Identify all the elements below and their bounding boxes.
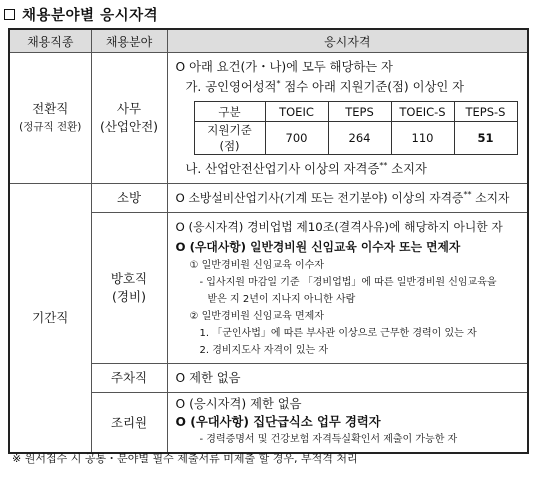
section-title — [4, 3, 158, 25]
score-value-cell: 110 — [391, 122, 454, 155]
job-type-fixed-term — [9, 184, 91, 454]
score-header-cell: TOEIC-S — [391, 102, 454, 122]
job-type-sub-label: (정규직 전환) — [19, 121, 82, 133]
req-intro: O 아래 요건(가・나)에 모두 해당하는 자 — [175, 60, 393, 74]
field-parking — [91, 364, 167, 393]
req-fire-text-tail: 소지자 — [471, 191, 510, 205]
qualification-table — [8, 28, 529, 454]
score-value-cell: 지원기준(점) — [194, 122, 265, 155]
field-sub-label: (경비) — [112, 289, 146, 304]
req-cook-line: O (응시자격) 제한 없음 — [175, 397, 302, 411]
field-cook — [91, 393, 167, 454]
req-cook-line: O (우대사항) 집단급식소 업무 경력자 — [175, 415, 381, 429]
qualification-guard — [167, 213, 528, 364]
req-na — [176, 159, 528, 179]
header-field: 채용분야 — [91, 29, 167, 53]
req-guard-line: - 입사지원 마감일 기준 「경비업법」에 따른 일반경비원 신임교육을 — [199, 277, 497, 288]
req-fire-note-mark: ** — [463, 190, 472, 200]
req-cook-line: - 경력증명서 및 건강보험 자격득실확인서 제출이 가능한 자 — [199, 434, 458, 445]
score-value-cell: 264 — [328, 122, 391, 155]
qualification-cook — [167, 393, 528, 454]
score-header-cell: TEPS — [328, 102, 391, 122]
score-header-cell: TOEIC — [265, 102, 328, 122]
req-ga-text-tail: 점수 아래 지원기준(점) 이상인 자 — [280, 80, 465, 94]
req-parking: O 제한 없음 — [175, 371, 241, 385]
table-row-office — [9, 53, 528, 184]
field-fire — [91, 184, 167, 213]
job-type-conversion — [9, 53, 91, 184]
req-na-text-tail: 소지자 — [387, 162, 427, 176]
qualification-office — [167, 53, 528, 184]
req-guard-line: 1. 「군인사법」에 따른 부사관 이상으로 근무한 경력이 있는 자 — [199, 328, 477, 339]
field-sub-label: (산업안전) — [99, 119, 159, 134]
req-guard-line: O (응시자격) 경비업법 제10조(결격사유)에 해당하지 아니한 자 — [175, 220, 503, 234]
req-fire — [176, 188, 528, 208]
checkbox-square-icon — [4, 9, 15, 20]
job-type-label: 전환직 — [32, 101, 69, 116]
req-guard-line: ② 일반경비원 신임교육 면제자 — [189, 311, 324, 322]
score-header-row — [194, 102, 517, 122]
score-value-row — [194, 122, 517, 155]
table-header-row — [9, 29, 528, 53]
score-criteria-table — [194, 101, 518, 155]
req-guard-line: O (우대사항) 일반경비원 신임교육 이수자 또는 면제자 — [175, 240, 461, 254]
field-label: 조리원 — [110, 414, 148, 430]
qualification-fire — [167, 184, 528, 213]
job-type-label: 기간직 — [32, 310, 69, 325]
req-guard-line: ① 일반경비원 신임교육 이수자 — [189, 260, 324, 271]
req-guard-line: 2. 경비지도사 자격이 있는 자 — [199, 345, 329, 356]
score-value-cell: 51 — [454, 122, 517, 155]
score-header-cell: 구분 — [194, 102, 265, 122]
table-row-fire — [9, 184, 528, 213]
header-job-type: 채용직종 — [9, 29, 91, 53]
section-title-text: 채용분야별 응시자격 — [22, 7, 159, 24]
footnote: ※ 원서접수 시 공통・분야별 필수 제출서류 미제출 할 경우, 부적격 처리 — [12, 452, 358, 465]
req-na-text: 나. 산업안전산업기사 이상의 자격증 — [185, 162, 380, 176]
score-header-cell: TEPS-S — [454, 102, 517, 122]
req-ga-text: 가. 공인영어성적 — [185, 80, 277, 94]
field-label: 사무 — [116, 101, 142, 116]
field-label: 방호직 — [110, 271, 148, 286]
field-label: 소방 — [116, 190, 142, 205]
field-label: 주차직 — [110, 370, 148, 385]
score-value-cell: 700 — [265, 122, 328, 155]
field-guard — [91, 213, 167, 364]
req-na-note-mark: ** — [379, 160, 388, 170]
req-ga-note-mark: * — [276, 78, 281, 88]
req-fire-text: O 소방설비산업기사(기계 또는 전기분야) 이상의 자격증 — [175, 191, 464, 205]
req-ga — [176, 77, 528, 97]
req-guard-line: 받은 지 2년이 지나지 아니한 사람 — [207, 294, 356, 305]
field-office — [91, 53, 167, 184]
header-qualification: 응시자격 — [167, 29, 528, 53]
qualification-parking — [167, 364, 528, 393]
